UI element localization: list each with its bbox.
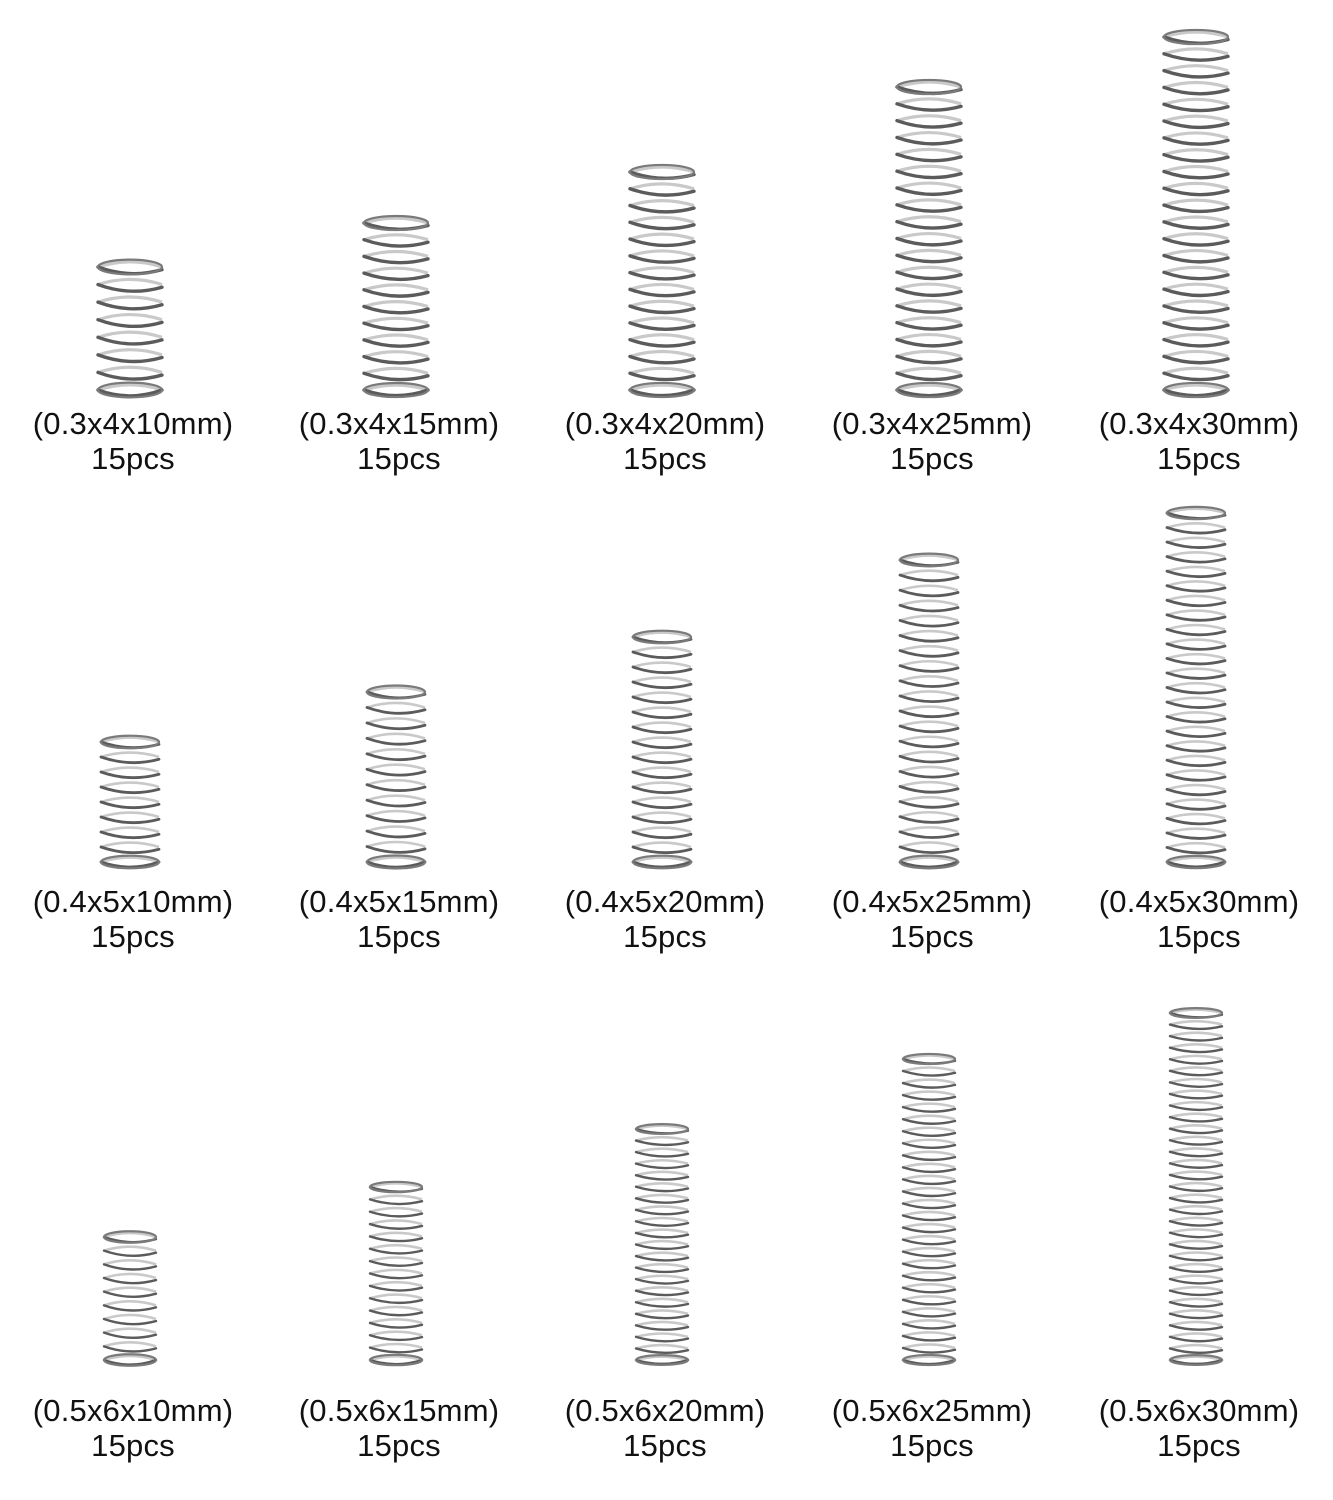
spring-coil-back <box>1170 1252 1222 1255</box>
spring-coil-front <box>903 1203 955 1208</box>
spring-coil-back <box>636 1230 688 1233</box>
spring-coil-back <box>1170 1137 1222 1140</box>
spring-coil-front <box>636 1210 688 1214</box>
spring-coil-back <box>1170 1044 1222 1047</box>
spring-coil-front <box>903 1264 955 1269</box>
spring-coil-back <box>370 1208 422 1212</box>
spring-coil-front <box>370 1311 422 1316</box>
spring-coil-back <box>636 1264 688 1267</box>
spring-coil-back <box>1170 1229 1222 1232</box>
spring-coil-front <box>1170 1291 1222 1295</box>
spring-coil-front <box>903 1107 955 1112</box>
spring-quantity-text: 15pcs <box>357 919 441 954</box>
spring-coil-back <box>370 1332 422 1336</box>
spring-coil-front <box>903 1155 955 1160</box>
spring-coil-front <box>1170 1175 1222 1179</box>
spring-coil-front <box>370 1348 422 1353</box>
spring-coil-front <box>1170 1302 1222 1306</box>
spring-coil-back <box>636 1241 688 1244</box>
spring-coil-back <box>1170 1067 1222 1070</box>
spring-quantity-text: 15pcs <box>623 1428 707 1463</box>
spring-coil-front <box>1170 1071 1222 1075</box>
spring-coil-back <box>370 1245 422 1249</box>
spring-size-text: (0.4x5x15mm) <box>298 884 500 919</box>
spring-coil-back <box>370 1196 422 1200</box>
spring-coil-back <box>1170 1206 1222 1209</box>
spring-coil-front <box>1170 1163 1222 1167</box>
spring-size-text: (0.5x6x30mm) <box>1098 1393 1300 1428</box>
spring-size-text: (0.4x5x10mm) <box>32 884 234 919</box>
spring-size-text: (0.4x5x20mm) <box>564 884 766 919</box>
spring-coil-front <box>903 1240 955 1245</box>
spring-coil-front <box>370 1274 422 1279</box>
spring-size-text: (0.4x5x25mm) <box>831 884 1033 919</box>
spring-coil-front <box>1170 1187 1222 1191</box>
spring-coil-front <box>636 1221 688 1225</box>
spring-coil-back <box>636 1172 688 1175</box>
spring-coil-back <box>636 1206 688 1209</box>
spring-coil-back <box>370 1270 422 1274</box>
compression-spring-image <box>266 0 532 1500</box>
spring-coil-front <box>636 1291 688 1295</box>
spring-coil-back <box>370 1319 422 1323</box>
spring-quantity-text: 15pcs <box>623 441 707 476</box>
spring-coil-back <box>1170 1183 1222 1186</box>
spring-coil-back <box>636 1137 688 1140</box>
spring-coil-front <box>370 1335 422 1340</box>
spring-coil-back <box>903 1272 955 1276</box>
spring-coil-front <box>903 1324 955 1329</box>
spring-coil-front <box>903 1288 955 1293</box>
spring-coil-back <box>903 1320 955 1324</box>
spring-coil-front <box>903 1119 955 1124</box>
spring-coil-back <box>636 1218 688 1221</box>
spring-coil-back <box>370 1258 422 1262</box>
spring-coil-front <box>1170 1036 1222 1040</box>
spring-quantity-text: 15pcs <box>890 441 974 476</box>
spring-coil-back <box>1170 1333 1222 1336</box>
spring-coil-back <box>903 1212 955 1216</box>
spring-coil-back <box>636 1345 688 1348</box>
spring-size-text: (0.3x4x15mm) <box>298 406 500 441</box>
spring-item <box>266 0 532 1500</box>
spring-coil-back <box>1170 1160 1222 1163</box>
spring-coil-front <box>636 1337 688 1341</box>
spring-coil-front <box>903 1276 955 1281</box>
spring-coil-back <box>1170 1264 1222 1267</box>
spring-coil-front <box>370 1224 422 1229</box>
spring-coil-front <box>903 1179 955 1184</box>
spring-coil-back <box>903 1200 955 1204</box>
spring-coil-front <box>1170 1082 1222 1086</box>
spring-quantity-text: 15pcs <box>890 1428 974 1463</box>
spring-coil-front <box>636 1198 688 1202</box>
spring-coil-back <box>903 1080 955 1084</box>
spring-coil-front <box>104 1319 156 1324</box>
spring-coil-back <box>370 1282 422 1286</box>
spring-coil-back <box>104 1260 156 1264</box>
spring-coil-back <box>636 1183 688 1186</box>
spring-coil-front <box>903 1095 955 1100</box>
spring-coil-back <box>104 1315 156 1319</box>
spring-coil-front <box>903 1216 955 1221</box>
spring-coil-front <box>370 1236 422 1241</box>
spring-coil-front <box>104 1264 156 1269</box>
spring-size-text: (0.3x4x30mm) <box>1098 406 1300 441</box>
spring-coil-back <box>636 1334 688 1337</box>
spring-quantity-text: 15pcs <box>890 919 974 954</box>
spring-size-text: (0.3x4x20mm) <box>564 406 766 441</box>
spring-coil-front <box>104 1292 156 1297</box>
spring-coil-front <box>1170 1094 1222 1098</box>
spring-coil-front <box>1170 1198 1222 1202</box>
spring-coil-back <box>104 1301 156 1305</box>
spring-coil-back <box>636 1299 688 1302</box>
spring-coil-back <box>370 1295 422 1299</box>
spring-spec-label <box>0 1393 266 1463</box>
spring-coil-front <box>636 1256 688 1260</box>
spring-coil-front <box>1170 1106 1222 1110</box>
spring-coil-front <box>636 1175 688 1179</box>
spring-coil-back <box>1170 1218 1222 1221</box>
spring-coil-back <box>636 1276 688 1279</box>
spring-coil-back <box>104 1342 156 1346</box>
spring-coil-back <box>636 1149 688 1152</box>
spring-coil-front <box>1170 1314 1222 1318</box>
spring-coil-front <box>903 1191 955 1196</box>
spring-coil-back <box>370 1307 422 1311</box>
spring-coil-back <box>903 1164 955 1168</box>
spring-coil-back <box>903 1116 955 1120</box>
spring-coil-back <box>370 1344 422 1348</box>
spring-coil-front <box>636 1233 688 1237</box>
spring-quantity-text: 15pcs <box>91 441 175 476</box>
spring-quantity-text: 15pcs <box>91 919 175 954</box>
spring-coil-front <box>1170 1244 1222 1248</box>
spring-coil-front <box>636 1325 688 1329</box>
spring-quantity-text: 15pcs <box>357 441 441 476</box>
spring-coil-back <box>1170 1079 1222 1082</box>
spring-spec-label <box>1066 1393 1332 1463</box>
spring-size-text: (0.5x6x15mm) <box>298 1393 500 1428</box>
spring-coil-front <box>370 1212 422 1217</box>
spring-size-text: (0.3x4x10mm) <box>32 406 234 441</box>
spring-spec-label <box>266 1393 532 1463</box>
spring-coil-front <box>104 1305 156 1310</box>
spring-coil-front <box>903 1348 955 1353</box>
spring-coil-front <box>903 1071 955 1076</box>
spring-coil-back <box>636 1322 688 1325</box>
spring-coil-back <box>903 1224 955 1228</box>
spring-coil-back <box>903 1152 955 1156</box>
spring-coil-back <box>903 1140 955 1144</box>
spring-coil-back <box>1170 1091 1222 1094</box>
spring-coil-front <box>370 1298 422 1303</box>
spring-coil-front <box>1170 1256 1222 1260</box>
spring-coil-front <box>636 1279 688 1283</box>
spring-coil-back <box>1170 1345 1222 1348</box>
spring-coil-front <box>370 1199 422 1204</box>
spring-coil-front <box>636 1245 688 1249</box>
spring-coil-back <box>636 1195 688 1198</box>
spring-coil-front <box>636 1152 688 1156</box>
spring-coil-back <box>903 1128 955 1132</box>
spring-coil-front <box>1170 1210 1222 1214</box>
spring-coil-front <box>104 1346 156 1351</box>
spring-quantity-text: 15pcs <box>623 919 707 954</box>
spring-coil-back <box>1170 1114 1222 1117</box>
spring-spec-label <box>532 1393 798 1463</box>
spring-coil-front <box>636 1314 688 1318</box>
spring-coil-back <box>636 1253 688 1256</box>
spring-coil-front <box>370 1286 422 1291</box>
spring-coil-back <box>370 1220 422 1224</box>
spring-coil-front <box>636 1268 688 1272</box>
spring-coil-front <box>1170 1025 1222 1029</box>
spring-item <box>532 0 798 1500</box>
spring-item <box>799 0 1065 1500</box>
spring-coil-back <box>903 1236 955 1240</box>
spring-coil-back <box>1170 1322 1222 1325</box>
compression-spring-image <box>0 0 266 1500</box>
spring-quantity-text: 15pcs <box>1157 1428 1241 1463</box>
spring-coil-front <box>903 1131 955 1136</box>
spring-coil-front <box>104 1278 156 1283</box>
spring-coil-back <box>903 1176 955 1180</box>
spring-size-text: (0.5x6x10mm) <box>32 1393 234 1428</box>
spring-coil-front <box>1170 1048 1222 1052</box>
spring-coil-front <box>1170 1233 1222 1237</box>
spring-coil-back <box>1170 1102 1222 1105</box>
spring-coil-back <box>903 1092 955 1096</box>
spring-coil-front <box>903 1167 955 1172</box>
spring-spec-label <box>799 1393 1065 1463</box>
spring-coil-back <box>1170 1125 1222 1128</box>
spring-size-text: (0.5x6x20mm) <box>564 1393 766 1428</box>
spring-coil-front <box>1170 1267 1222 1271</box>
spring-coil-back <box>903 1308 955 1312</box>
spring-coil-back <box>636 1287 688 1290</box>
spring-coil-front <box>1170 1325 1222 1329</box>
spring-size-text: (0.4x5x30mm) <box>1098 884 1300 919</box>
spring-coil-back <box>1170 1148 1222 1151</box>
spring-coil-front <box>636 1164 688 1168</box>
spring-coil-front <box>1170 1337 1222 1341</box>
spring-quantity-text: 15pcs <box>1157 441 1241 476</box>
spring-coil-front <box>1170 1129 1222 1133</box>
spring-coil-front <box>903 1228 955 1233</box>
spring-coil-back <box>104 1329 156 1333</box>
spring-coil-front <box>903 1336 955 1341</box>
spring-coil-back <box>370 1233 422 1237</box>
spring-coil-back <box>104 1288 156 1292</box>
spring-coil-front <box>903 1143 955 1148</box>
spring-coil-front <box>636 1141 688 1145</box>
spring-coil-back <box>903 1296 955 1300</box>
spring-coil-back <box>903 1344 955 1348</box>
spring-coil-back <box>636 1310 688 1313</box>
spring-quantity-text: 15pcs <box>357 1428 441 1463</box>
spring-coil-front <box>903 1252 955 1257</box>
spring-coil-back <box>903 1260 955 1264</box>
spring-coil-front <box>370 1249 422 1254</box>
spring-coil-front <box>1170 1348 1222 1352</box>
spring-coil-back <box>104 1274 156 1278</box>
spring-coil-front <box>1170 1059 1222 1063</box>
spring-coil-back <box>104 1247 156 1251</box>
compression-spring-image <box>1066 0 1332 1500</box>
spring-coil-back <box>1170 1241 1222 1244</box>
spring-coil-back <box>1170 1287 1222 1290</box>
spring-coil-front <box>1170 1152 1222 1156</box>
spring-coil-back <box>1170 1299 1222 1302</box>
spring-coil-front <box>1170 1221 1222 1225</box>
spring-coil-back <box>1170 1021 1222 1024</box>
spring-coil-back <box>903 1248 955 1252</box>
spring-item <box>0 0 266 1500</box>
spring-coil-back <box>903 1104 955 1108</box>
compression-spring-image <box>799 0 1065 1500</box>
spring-coil-front <box>1170 1279 1222 1283</box>
spring-size-text: (0.3x4x25mm) <box>831 406 1033 441</box>
spring-coil-back <box>1170 1310 1222 1313</box>
spring-coil-back <box>636 1160 688 1163</box>
spring-coil-back <box>1170 1172 1222 1175</box>
spring-coil-front <box>636 1302 688 1306</box>
spring-coil-back <box>903 1284 955 1288</box>
spring-coil-front <box>636 1348 688 1352</box>
spring-coil-front <box>370 1261 422 1266</box>
spring-size-text: (0.5x6x25mm) <box>831 1393 1033 1428</box>
spring-coil-back <box>1170 1033 1222 1036</box>
compression-spring-image <box>532 0 798 1500</box>
spring-coil-front <box>370 1323 422 1328</box>
spring-quantity-text: 15pcs <box>1157 919 1241 954</box>
spring-quantity-text: 15pcs <box>91 1428 175 1463</box>
spring-coil-front <box>636 1187 688 1191</box>
spring-coil-back <box>1170 1056 1222 1059</box>
spring-coil-front <box>104 1333 156 1338</box>
spring-coil-back <box>903 1068 955 1072</box>
spring-coil-back <box>903 1332 955 1336</box>
spring-coil-front <box>903 1300 955 1305</box>
spring-coil-front <box>1170 1117 1222 1121</box>
spring-coil-back <box>1170 1195 1222 1198</box>
spring-coil-back <box>1170 1276 1222 1279</box>
spring-coil-front <box>104 1251 156 1256</box>
spring-coil-front <box>903 1083 955 1088</box>
spring-item <box>1066 0 1332 1500</box>
spring-coil-front <box>903 1312 955 1317</box>
spring-coil-front <box>1170 1140 1222 1144</box>
spring-coil-back <box>903 1188 955 1192</box>
